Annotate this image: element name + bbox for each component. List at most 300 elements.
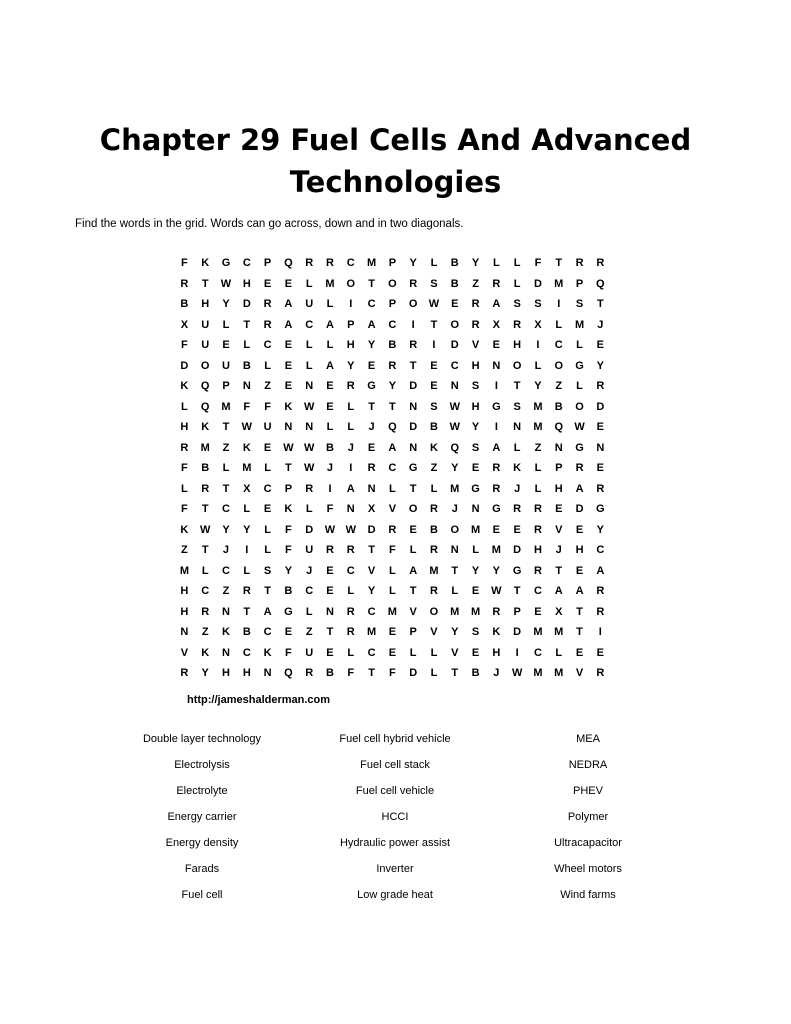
grid-cell: E bbox=[326, 400, 334, 413]
grid-cell: A bbox=[284, 298, 293, 311]
grid-cell: E bbox=[492, 523, 501, 536]
grid-cell: E bbox=[534, 605, 542, 618]
grid-cell: M bbox=[574, 318, 585, 331]
grid-cell: C bbox=[554, 339, 563, 352]
grid-cell: L bbox=[576, 380, 583, 393]
grid-cell: X bbox=[534, 318, 542, 331]
grid-cell: R bbox=[388, 359, 397, 372]
grid-cell: Y bbox=[596, 359, 604, 372]
grid-cell: W bbox=[345, 523, 356, 536]
grid-cell: Y bbox=[451, 626, 459, 639]
grid-cell: I bbox=[349, 462, 353, 475]
grid-cell: N bbox=[450, 544, 459, 557]
grid-cell: N bbox=[284, 421, 293, 434]
grid-cell: W bbox=[303, 400, 315, 413]
grid-cell: G bbox=[512, 564, 522, 577]
grid-cell: A bbox=[388, 441, 397, 454]
grid-cell: L bbox=[347, 585, 355, 598]
grid-cell: K bbox=[242, 441, 251, 454]
grid-cell: B bbox=[429, 421, 438, 434]
grid-cell: W bbox=[283, 441, 294, 454]
word-list-column-3 bbox=[468, 726, 708, 908]
grid-cell: F bbox=[181, 503, 188, 516]
grid-cell: D bbox=[305, 523, 314, 536]
grid-cell: L bbox=[555, 646, 563, 659]
word-list-item: Fuel cell vehicle bbox=[355, 785, 435, 797]
grid-cell: C bbox=[305, 585, 314, 598]
grid-cell: R bbox=[180, 277, 189, 290]
grid-cell: V bbox=[451, 646, 459, 659]
word-list-item: Wheel motors bbox=[554, 863, 622, 875]
word-list-item: Electrolysis bbox=[174, 759, 230, 771]
grid-cell: A bbox=[492, 298, 501, 311]
grid-cell: L bbox=[430, 646, 438, 659]
grid-cell: O bbox=[512, 359, 522, 372]
grid-cell: A bbox=[575, 482, 584, 495]
grid-cell: I bbox=[349, 298, 353, 311]
grid-cell: Z bbox=[472, 277, 479, 290]
grid-cell: M bbox=[366, 626, 377, 639]
grid-cell: E bbox=[263, 503, 272, 516]
grid-cell: F bbox=[181, 339, 188, 352]
grid-cell: L bbox=[264, 544, 271, 557]
grid-cell: X bbox=[492, 318, 501, 331]
grid-cell: N bbox=[409, 441, 418, 454]
grid-cell: V bbox=[430, 626, 438, 639]
grid-cell: R bbox=[346, 544, 355, 557]
word-list-item: Inverter bbox=[376, 863, 414, 875]
grid-cell: Y bbox=[388, 380, 397, 393]
grid-cell: L bbox=[222, 462, 230, 475]
grid-cell: B bbox=[326, 667, 334, 680]
grid-cell: R bbox=[409, 339, 418, 352]
grid-cell: T bbox=[201, 277, 209, 290]
grid-cell: P bbox=[388, 257, 397, 270]
grid-cell: K bbox=[284, 400, 293, 413]
grid-cell: S bbox=[513, 298, 521, 311]
grid-cell: D bbox=[533, 277, 542, 290]
grid-cell: X bbox=[243, 482, 251, 495]
grid-cell: B bbox=[554, 400, 563, 413]
grid-cell: E bbox=[409, 523, 417, 536]
grid-cell: O bbox=[450, 318, 460, 331]
grid-cell: Z bbox=[201, 626, 209, 639]
grid-cell: D bbox=[409, 421, 418, 434]
grid-cell: E bbox=[575, 646, 584, 659]
grid-cell: R bbox=[326, 257, 334, 270]
grid-cell: R bbox=[367, 462, 376, 475]
grid-cell: P bbox=[555, 462, 563, 475]
grid-cell: F bbox=[181, 462, 188, 475]
grid-cell: H bbox=[513, 339, 522, 352]
grid-cell: M bbox=[242, 462, 252, 475]
grid-cell: L bbox=[305, 605, 313, 618]
grid-cell: C bbox=[367, 605, 376, 618]
grid-cell: N bbox=[242, 380, 251, 393]
grid-cell: Y bbox=[596, 523, 604, 536]
grid-cell: R bbox=[596, 605, 605, 618]
grid-cell: R bbox=[346, 626, 355, 639]
grid-cell: Z bbox=[264, 380, 271, 393]
grid-cell: C bbox=[201, 585, 210, 598]
grid-cell: M bbox=[533, 421, 543, 434]
grid-cell: R bbox=[575, 462, 584, 475]
grid-cell: K bbox=[201, 421, 210, 434]
grid-cell: G bbox=[492, 400, 501, 413]
grid-cell: U bbox=[201, 318, 210, 331]
grid-cell: M bbox=[554, 626, 564, 639]
grid-cell: R bbox=[201, 482, 210, 495]
grid-cell: N bbox=[305, 421, 314, 434]
grid-cell: N bbox=[450, 380, 459, 393]
grid-cell: C bbox=[263, 482, 272, 495]
grid-cell: I bbox=[557, 298, 561, 311]
grid-cell: L bbox=[513, 277, 521, 290]
grid-cell: F bbox=[181, 257, 188, 270]
grid-cell: C bbox=[346, 257, 355, 270]
grid-cell: I bbox=[432, 339, 436, 352]
grid-cell: C bbox=[242, 646, 251, 659]
grid-cell: L bbox=[451, 585, 459, 598]
grid-cell: R bbox=[180, 441, 189, 454]
grid-cell: L bbox=[181, 400, 188, 413]
grid-cell: W bbox=[303, 441, 315, 454]
grid-cell: S bbox=[575, 298, 584, 311]
grid-cell: L bbox=[534, 462, 542, 475]
grid-cell: C bbox=[305, 318, 314, 331]
grid-cell: E bbox=[471, 462, 480, 475]
grid-cell: L bbox=[555, 318, 563, 331]
grid-cell: E bbox=[388, 626, 397, 639]
grid-cell: C bbox=[222, 503, 230, 516]
grid-cell: K bbox=[284, 503, 293, 516]
grid-cell: L bbox=[513, 441, 521, 454]
grid-cell: M bbox=[221, 400, 231, 413]
grid-cell: A bbox=[575, 585, 584, 598]
grid-cell: E bbox=[596, 462, 604, 475]
grid-cell: S bbox=[430, 400, 438, 413]
grid-cell: N bbox=[305, 380, 314, 393]
grid-cell: D bbox=[513, 626, 522, 639]
grid-cell: H bbox=[471, 359, 480, 372]
grid-cell: L bbox=[389, 482, 396, 495]
grid-cell: R bbox=[346, 605, 355, 618]
grid-cell: U bbox=[305, 646, 314, 659]
grid-cell: Y bbox=[534, 380, 542, 393]
grid-cell: M bbox=[470, 605, 481, 618]
grid-cell: N bbox=[222, 605, 230, 618]
grid-cell: C bbox=[242, 257, 251, 270]
grid-cell: W bbox=[449, 421, 460, 434]
grid-cell: F bbox=[264, 400, 271, 413]
grid-cell: E bbox=[284, 380, 293, 393]
grid-cell: I bbox=[494, 380, 498, 393]
grid-cell: W bbox=[303, 462, 315, 475]
grid-cell: M bbox=[554, 667, 564, 680]
grid-cell: N bbox=[367, 482, 376, 495]
grid-cell: M bbox=[491, 544, 501, 557]
grid-cell: R bbox=[305, 667, 314, 680]
grid-cell: L bbox=[347, 646, 355, 659]
grid-cell: L bbox=[305, 359, 313, 372]
grid-cell: F bbox=[285, 523, 292, 536]
grid-cell: I bbox=[411, 318, 415, 331]
page-title: Chapter 29 Fuel Cells And Advanced Technologies bbox=[99, 123, 692, 200]
grid-cell: R bbox=[180, 667, 189, 680]
grid-cell: E bbox=[367, 441, 376, 454]
grid-cell: T bbox=[555, 257, 563, 270]
grid-cell: B bbox=[326, 441, 334, 454]
grid-cell: G bbox=[367, 380, 376, 393]
grid-cell: P bbox=[409, 626, 417, 639]
grid-cell: D bbox=[596, 400, 605, 413]
grid-cell: R bbox=[201, 605, 210, 618]
grid-cell: S bbox=[534, 298, 542, 311]
grid-cell: V bbox=[575, 667, 584, 680]
grid-cell: A bbox=[409, 564, 418, 577]
grid-cell: R bbox=[596, 482, 605, 495]
grid-cell: H bbox=[242, 667, 251, 680]
grid-cell: H bbox=[575, 544, 584, 557]
grid-cell: B bbox=[450, 277, 459, 290]
grid-cell: R bbox=[305, 482, 314, 495]
grid-cell: C bbox=[346, 564, 355, 577]
grid-cell: A bbox=[263, 605, 272, 618]
grid-cell: T bbox=[368, 544, 375, 557]
grid-cell: U bbox=[222, 359, 230, 372]
grid-cell: T bbox=[576, 605, 583, 618]
grid-cell: U bbox=[305, 298, 314, 311]
grid-cell: H bbox=[180, 605, 189, 618]
grid-cell: T bbox=[326, 626, 334, 639]
grid-cell: E bbox=[284, 359, 293, 372]
grid-cell: F bbox=[285, 646, 292, 659]
grid-cell: R bbox=[429, 503, 438, 516]
grid-cell: U bbox=[305, 544, 314, 557]
grid-cell: E bbox=[284, 277, 293, 290]
grid-cell: N bbox=[513, 421, 522, 434]
word-list-item: HCCI bbox=[381, 811, 409, 823]
grid-cell: Y bbox=[347, 359, 355, 372]
grid-cell: P bbox=[513, 605, 521, 618]
grid-cell: Y bbox=[471, 257, 480, 270]
grid-cell: G bbox=[408, 462, 418, 475]
grid-cell: T bbox=[555, 564, 563, 577]
grid-cell: Y bbox=[243, 523, 251, 536]
grid-cell: Q bbox=[554, 421, 564, 434]
grid-cell: M bbox=[450, 482, 460, 495]
grid-cell: L bbox=[222, 318, 230, 331]
grid-cell: Y bbox=[471, 564, 480, 577]
grid-cell: T bbox=[368, 667, 375, 680]
grid-cell: I bbox=[598, 626, 602, 639]
grid-cell: E bbox=[367, 359, 376, 372]
grid-cell: F bbox=[326, 503, 334, 516]
grid-cell: T bbox=[222, 421, 230, 434]
grid-cell: B bbox=[284, 585, 293, 598]
grid-cell: E bbox=[263, 441, 272, 454]
grid-cell: R bbox=[388, 523, 397, 536]
grid-cell: M bbox=[450, 605, 460, 618]
grid-cell: L bbox=[326, 298, 334, 311]
grid-cell: Y bbox=[367, 339, 376, 352]
grid-cell: R bbox=[263, 318, 272, 331]
grid-cell: H bbox=[201, 298, 210, 311]
grid-cell: L bbox=[472, 544, 479, 557]
grid-cell: I bbox=[536, 339, 540, 352]
grid-cell: N bbox=[263, 667, 272, 680]
grid-cell: C bbox=[450, 359, 459, 372]
grid-cell: A bbox=[346, 482, 355, 495]
grid-cell: K bbox=[201, 257, 210, 270]
grid-cell: J bbox=[514, 482, 521, 495]
grid-cell: E bbox=[555, 503, 563, 516]
word-list-item: Fuel cell stack bbox=[360, 759, 430, 771]
grid-cell: L bbox=[576, 339, 583, 352]
grid-cell: R bbox=[409, 277, 418, 290]
grid-cell: B bbox=[242, 359, 251, 372]
word-list-item: NEDRA bbox=[568, 759, 608, 771]
grid-cell: R bbox=[596, 380, 605, 393]
grid-cell: G bbox=[221, 257, 231, 270]
grid-cell: M bbox=[325, 277, 335, 290]
grid-cell: B bbox=[429, 523, 438, 536]
grid-cell: Z bbox=[555, 380, 563, 393]
grid-cell: T bbox=[201, 544, 209, 557]
grid-cell: F bbox=[389, 667, 396, 680]
grid-cell: R bbox=[596, 667, 605, 680]
grid-cell: S bbox=[471, 441, 480, 454]
grid-cell: D bbox=[242, 298, 251, 311]
grid-cell: T bbox=[596, 298, 604, 311]
grid-cell: C bbox=[263, 626, 272, 639]
grid-cell: Q bbox=[284, 667, 293, 680]
grid-cell: O bbox=[554, 359, 564, 372]
grid-cell: V bbox=[471, 339, 480, 352]
grid-cell: E bbox=[326, 585, 334, 598]
grid-cell: L bbox=[305, 503, 313, 516]
grid-cell: C bbox=[367, 298, 376, 311]
grid-cell: L bbox=[243, 503, 251, 516]
grid-cell: N bbox=[326, 605, 334, 618]
grid-cell: Y bbox=[471, 421, 480, 434]
grid-cell: T bbox=[222, 482, 230, 495]
grid-cell: E bbox=[263, 277, 272, 290]
grid-cell: E bbox=[326, 564, 334, 577]
grid-cell: N bbox=[554, 441, 563, 454]
grid-cell: T bbox=[513, 585, 521, 598]
grid-cell: M bbox=[429, 564, 439, 577]
grid-cell: E bbox=[596, 339, 604, 352]
grid-cell: M bbox=[179, 564, 189, 577]
grid-cell: C bbox=[533, 646, 542, 659]
grid-cell: F bbox=[285, 544, 292, 557]
grid-cell: E bbox=[596, 646, 604, 659]
grid-cell: R bbox=[492, 277, 501, 290]
grid-cell: E bbox=[492, 339, 501, 352]
grid-cell: A bbox=[596, 564, 605, 577]
grid-cell: G bbox=[471, 482, 480, 495]
grid-cell: H bbox=[222, 667, 230, 680]
grid-cell: M bbox=[470, 523, 481, 536]
grid-cell: R bbox=[429, 585, 438, 598]
grid-cell: D bbox=[450, 339, 459, 352]
grid-cell: R bbox=[492, 482, 501, 495]
grid-cell: D bbox=[367, 523, 376, 536]
grid-cell: G bbox=[575, 359, 584, 372]
grid-cell: V bbox=[555, 523, 563, 536]
grid-cell: I bbox=[494, 421, 498, 434]
grid-cell: L bbox=[201, 564, 209, 577]
grid-cell: P bbox=[284, 482, 293, 495]
grid-cell: Q bbox=[450, 441, 460, 454]
word-list-item: Polymer bbox=[567, 811, 609, 823]
grid-cell: R bbox=[533, 523, 542, 536]
word-list-item: Fuel cell bbox=[181, 889, 223, 901]
grid-cell: H bbox=[180, 585, 189, 598]
grid-cell: L bbox=[409, 646, 417, 659]
grid-cell: K bbox=[180, 523, 189, 536]
grid-cell: L bbox=[326, 421, 334, 434]
grid-cell: J bbox=[326, 462, 334, 475]
grid-cell: E bbox=[513, 523, 521, 536]
grid-cell: F bbox=[243, 400, 251, 413]
grid-cell: L bbox=[243, 564, 251, 577]
grid-cell: T bbox=[513, 380, 521, 393]
grid-cell: A bbox=[326, 318, 334, 331]
grid-cell: K bbox=[201, 646, 210, 659]
grid-cell: L bbox=[326, 339, 334, 352]
grid-cell: T bbox=[409, 482, 417, 495]
grid-cell: J bbox=[597, 318, 604, 331]
grid-cell: A bbox=[554, 585, 563, 598]
grid-cell: S bbox=[263, 564, 272, 577]
grid-cell: J bbox=[222, 544, 230, 557]
grid-cell: U bbox=[263, 421, 272, 434]
grid-cell: G bbox=[596, 503, 605, 516]
word-list-item: PHEV bbox=[573, 785, 603, 797]
grid-cell: E bbox=[430, 380, 438, 393]
grid-cell: I bbox=[245, 544, 249, 557]
grid-cell: B bbox=[388, 339, 397, 352]
grid-cell: Y bbox=[201, 667, 209, 680]
grid-cell: R bbox=[429, 544, 438, 557]
grid-cell: X bbox=[555, 605, 563, 618]
instruction-text: Find the words in the grid. Words can go across, down and in two diagonals. bbox=[75, 217, 464, 230]
grid-cell: R bbox=[596, 257, 605, 270]
grid-cell: K bbox=[222, 626, 230, 639]
grid-cell: T bbox=[409, 585, 417, 598]
grid-cell: H bbox=[242, 277, 251, 290]
grid-cell: O bbox=[408, 298, 418, 311]
grid-cell: O bbox=[200, 359, 210, 372]
grid-cell: C bbox=[388, 462, 397, 475]
grid-cell: R bbox=[263, 298, 272, 311]
grid-cell: M bbox=[387, 605, 397, 618]
grid-cell: M bbox=[533, 667, 543, 680]
word-list-item: Energy carrier bbox=[167, 811, 237, 823]
grid-cell: C bbox=[263, 339, 272, 352]
grid-cell: R bbox=[471, 318, 480, 331]
grid-cell: O bbox=[408, 503, 418, 516]
grid-cell: Y bbox=[451, 462, 459, 475]
grid-cell: T bbox=[430, 318, 438, 331]
grid-cell: L bbox=[389, 564, 396, 577]
grid-cell: L bbox=[181, 482, 188, 495]
grid-cell: D bbox=[409, 667, 418, 680]
grid-cell: N bbox=[222, 646, 230, 659]
grid-cell: L bbox=[264, 359, 271, 372]
